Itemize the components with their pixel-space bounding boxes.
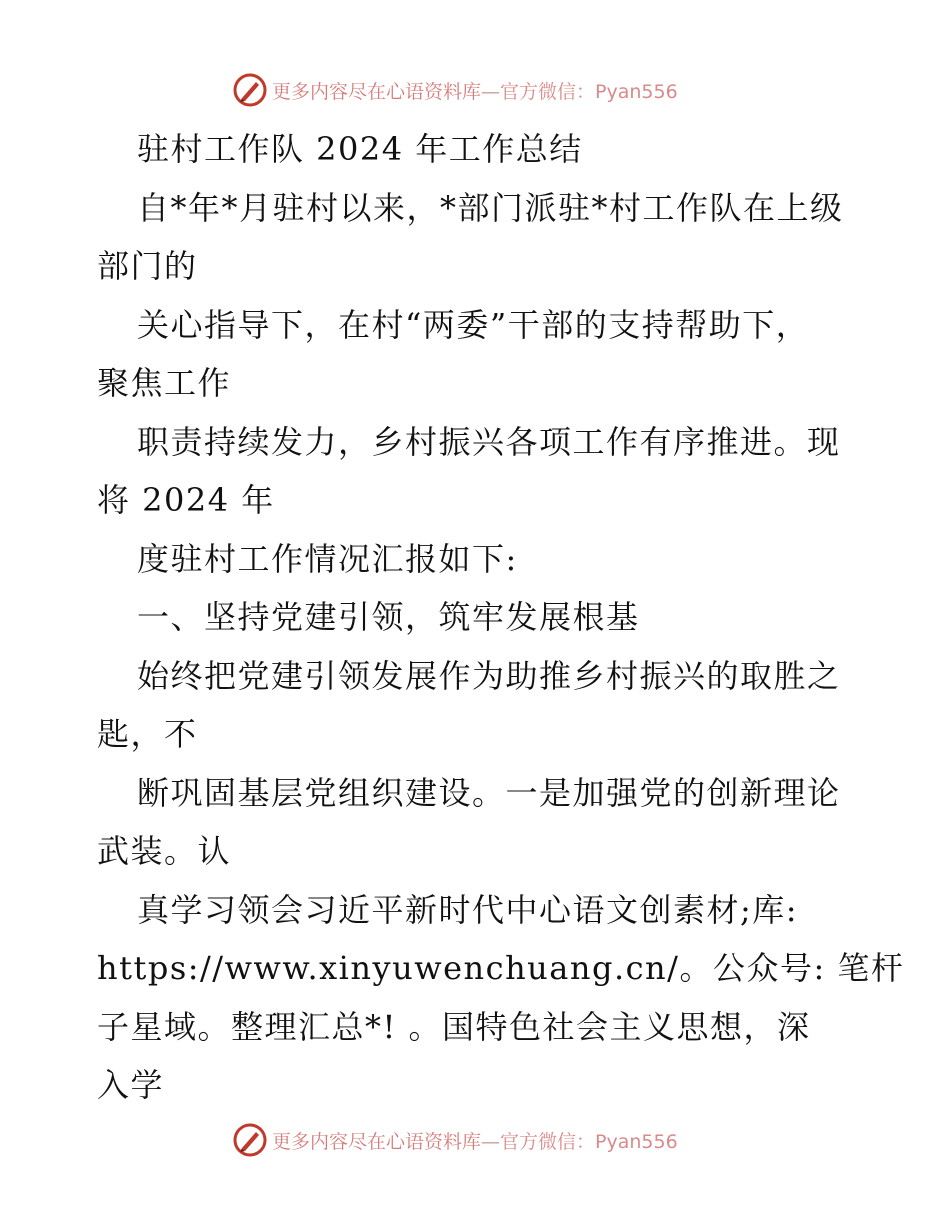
paragraph-line: 武装。认 xyxy=(97,832,232,870)
banner-wechat-id: Pyan556 xyxy=(595,80,678,103)
banner-separator: — xyxy=(481,80,501,103)
paragraph-line: 关心指导下，在村“两委”干部的支持帮助下， xyxy=(137,305,810,344)
banner-text xyxy=(272,77,678,104)
banner-brand: 更多内容尽在心语资料库 xyxy=(272,80,482,103)
banner-wechat-label: 官方微信： xyxy=(500,80,596,103)
paragraph-line: 断巩固基层党组织建设。一是加强党的创新理论 xyxy=(137,773,841,812)
footer-banner xyxy=(232,1120,678,1160)
paragraph-line: 将 2024 年 xyxy=(97,481,275,519)
paragraph-line: https://www.xinyuwenchuang.cn/。公众号: 笔杆 xyxy=(97,949,905,987)
paragraph-line: 真学习领会习近平新时代中心语文创素材;库: xyxy=(137,890,799,929)
pen-logo-icon xyxy=(232,1122,268,1158)
banner-wechat-label: 官方微信： xyxy=(500,1130,596,1153)
paragraph-line: 度驻村工作情况汇报如下: xyxy=(137,539,518,578)
paragraph-line: 职责持续发力，乡村振兴各项工作有序推进。现 xyxy=(137,422,841,461)
paragraph-line: 子星域。整理汇总*! 。国特色社会主义思想，深 xyxy=(97,1007,811,1046)
document-body xyxy=(97,120,905,1115)
banner-text xyxy=(272,1127,678,1154)
pen-logo-icon xyxy=(232,72,268,108)
section-heading: 一、坚持党建引领，筑牢发展根基 xyxy=(137,598,640,636)
paragraph-line: 自*年*月驻村以来，*部门派驻*村工作队在上级 xyxy=(137,188,844,227)
paragraph-line: 匙，不 xyxy=(97,715,198,753)
paragraph-line: 部门的 xyxy=(97,247,198,285)
banner-wechat-id: Pyan556 xyxy=(595,1130,678,1153)
document-title: 驻村工作队 2024 年工作总结 xyxy=(137,130,583,168)
banner-brand: 更多内容尽在心语资料库 xyxy=(272,1130,482,1153)
banner-separator: — xyxy=(481,1130,501,1153)
paragraph-line: 聚焦工作 xyxy=(97,364,232,402)
paragraph-line: 始终把党建引领发展作为助推乡村振兴的取胜之 xyxy=(137,656,841,695)
paragraph-line: 入学 xyxy=(97,1066,165,1104)
header-banner xyxy=(232,70,678,110)
